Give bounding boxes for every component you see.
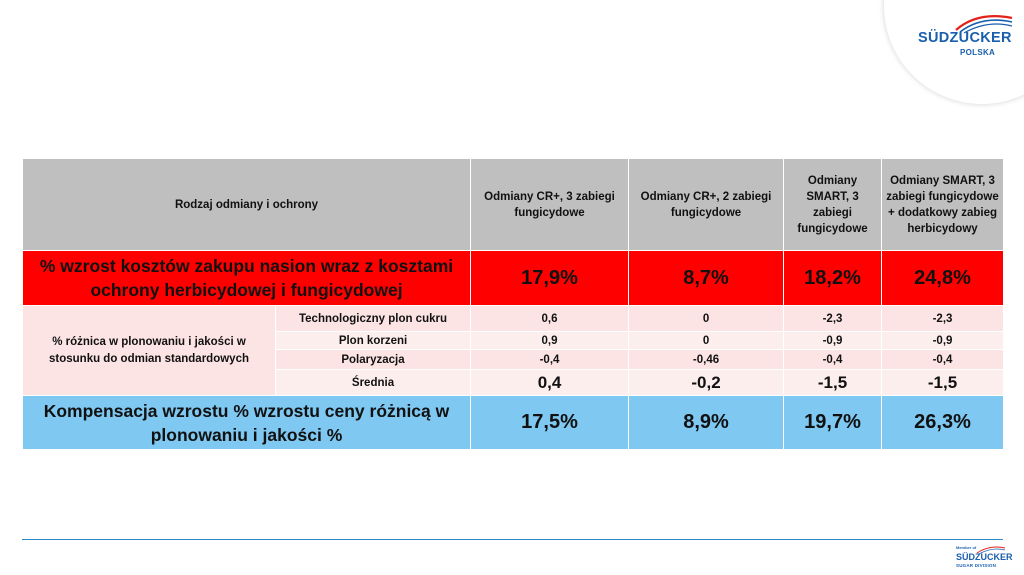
diff-value: -0,9	[784, 332, 882, 350]
average-value: -1,5	[784, 370, 882, 396]
header-col-3: Odmiany SMART, 3 zabiegi fungicydowe	[784, 159, 882, 251]
header-col-1: Odmiany CR+, 3 zabiegi fungicydowe	[471, 159, 629, 251]
footer-divider	[22, 539, 1003, 540]
footer-logo	[956, 544, 1013, 572]
header-label: Rodzaj odmiany i ochrony	[23, 159, 471, 251]
compensation-value-2: 8,9%	[629, 396, 784, 450]
cost-value-4: 24,8%	[882, 251, 1004, 306]
compensation-value-4: 26,3%	[882, 396, 1004, 450]
average-value: -0,2	[629, 370, 784, 396]
diff-value: -2,3	[882, 306, 1004, 332]
average-value: 0,4	[471, 370, 629, 396]
footer-logo-wordmark: SÜDZUCKER	[956, 552, 1013, 562]
diff-value: -0,9	[882, 332, 1004, 350]
cost-value-3: 18,2%	[784, 251, 882, 306]
diff-group-label: % różnica w plonowaniu i jakości w stosunku do odmian standardowych	[23, 306, 276, 396]
comparison-table	[22, 158, 1004, 450]
diff-value: -0,4	[882, 350, 1004, 370]
header-row	[23, 159, 1004, 251]
compensation-value-1: 17,5%	[471, 396, 629, 450]
diff-value: -0,46	[629, 350, 784, 370]
diff-value: 0,9	[471, 332, 629, 350]
diff-value: 0	[629, 332, 784, 350]
diff-value: -0,4	[784, 350, 882, 370]
diff-row-label: Technologiczny plon cukru	[276, 306, 471, 332]
header-col-4: Odmiany SMART, 3 zabiegi fungicydowe + dodatkowy zabieg herbicydowy	[882, 159, 1004, 251]
diff-value: -2,3	[784, 306, 882, 332]
cost-row-label: % wzrost kosztów zakupu nasion wraz z kosztami ochrony herbicydowej i fungicydowej	[23, 251, 471, 306]
cost-value-2: 8,7%	[629, 251, 784, 306]
cost-value-1: 17,9%	[471, 251, 629, 306]
logo-subtitle: POLSKA	[960, 48, 996, 57]
cost-row	[23, 251, 1004, 306]
footer-logo-top: Member of	[956, 545, 977, 550]
diff-row-label: Średnia	[276, 370, 471, 396]
diff-value: 0,6	[471, 306, 629, 332]
footer-logo-subtitle: SUGAR DIVISION	[956, 563, 997, 568]
diff-row-label: Polaryzacja	[276, 350, 471, 370]
compensation-row-label: Kompensacja wzrostu % wzrostu ceny różnicą w plonowaniu i jakości %	[23, 396, 471, 450]
logo-wordmark: SÜDZUCKER	[918, 30, 1012, 46]
diff-row-sugar-yield	[23, 306, 1004, 332]
average-value: -1,5	[882, 370, 1004, 396]
compensation-row	[23, 396, 1004, 450]
diff-value: 0	[629, 306, 784, 332]
header-col-2: Odmiany CR+, 2 zabiegi fungicydowe	[629, 159, 784, 251]
diff-value: -0,4	[471, 350, 629, 370]
sudzucker-logo	[918, 8, 1018, 68]
compensation-value-3: 19,7%	[784, 396, 882, 450]
diff-row-label: Plon korzeni	[276, 332, 471, 350]
